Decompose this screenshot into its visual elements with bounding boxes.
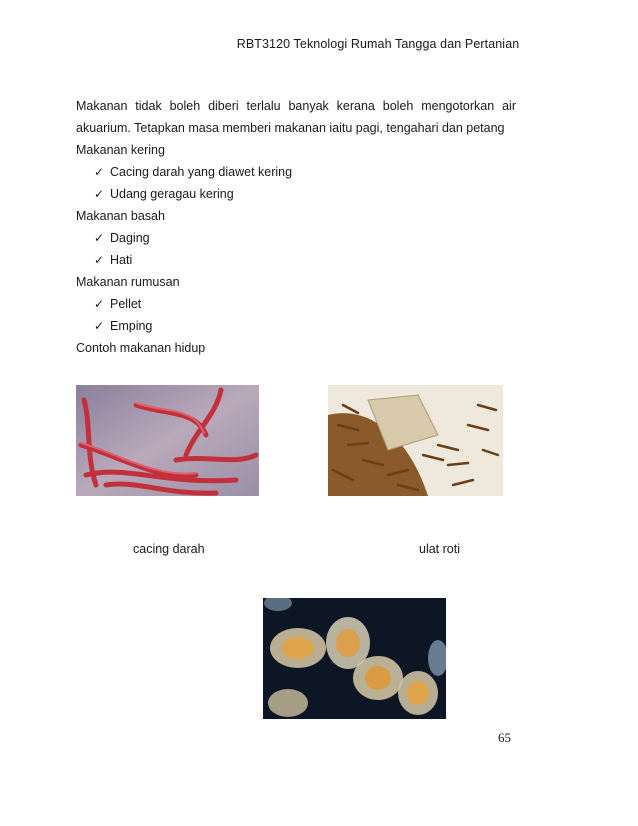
checkmark-icon: ✓: [94, 187, 105, 201]
checkmark-icon: ✓: [94, 165, 105, 179]
list-item: [94, 161, 516, 183]
bloodworm-caption: cacing darah: [133, 542, 205, 556]
body-text: [76, 95, 516, 359]
list-item-text: Emping: [110, 319, 153, 333]
section-heading-live-food: Contoh makanan hidup: [76, 341, 206, 355]
list-item: [94, 293, 516, 315]
list-item-text: Daging: [110, 231, 150, 245]
daphnia-photo: [263, 598, 446, 719]
formulated-food-list: [76, 293, 516, 337]
running-header: RBT3120 Teknologi Rumah Tangga dan Pertanian: [236, 37, 520, 51]
page-number: 65: [498, 730, 511, 745]
list-item: [94, 249, 516, 271]
list-item: [94, 315, 516, 337]
checkmark-icon: ✓: [94, 231, 105, 245]
list-item-text: Udang geragau kering: [110, 187, 234, 201]
intro-paragraph: Makanan tidak boleh diberi terlalu banyak kerana boleh mengotorkan air akuarium. Tetapkan masa memberi makanan iaitu pagi, tengahari dan petang: [76, 99, 516, 135]
bloodworm-photo: [76, 385, 259, 496]
list-item-text: Hati: [110, 253, 133, 267]
section-heading-formulated-food: Makanan rumusan: [76, 275, 180, 289]
list-item-text: Pellet: [110, 297, 142, 311]
checkmark-icon: ✓: [94, 319, 105, 333]
section-heading-wet-food: Makanan basah: [76, 209, 165, 223]
dry-food-list: [76, 161, 516, 205]
section-heading-dry-food: Makanan kering: [76, 143, 165, 157]
checkmark-icon: ✓: [94, 297, 105, 311]
mealworm-caption: ulat roti: [419, 542, 460, 556]
mealworm-photo: [328, 385, 503, 496]
list-item-text: Cacing darah yang diawet kering: [110, 165, 293, 179]
list-item: [94, 227, 516, 249]
checkmark-icon: ✓: [94, 253, 105, 267]
list-item: [94, 183, 516, 205]
wet-food-list: [76, 227, 516, 271]
